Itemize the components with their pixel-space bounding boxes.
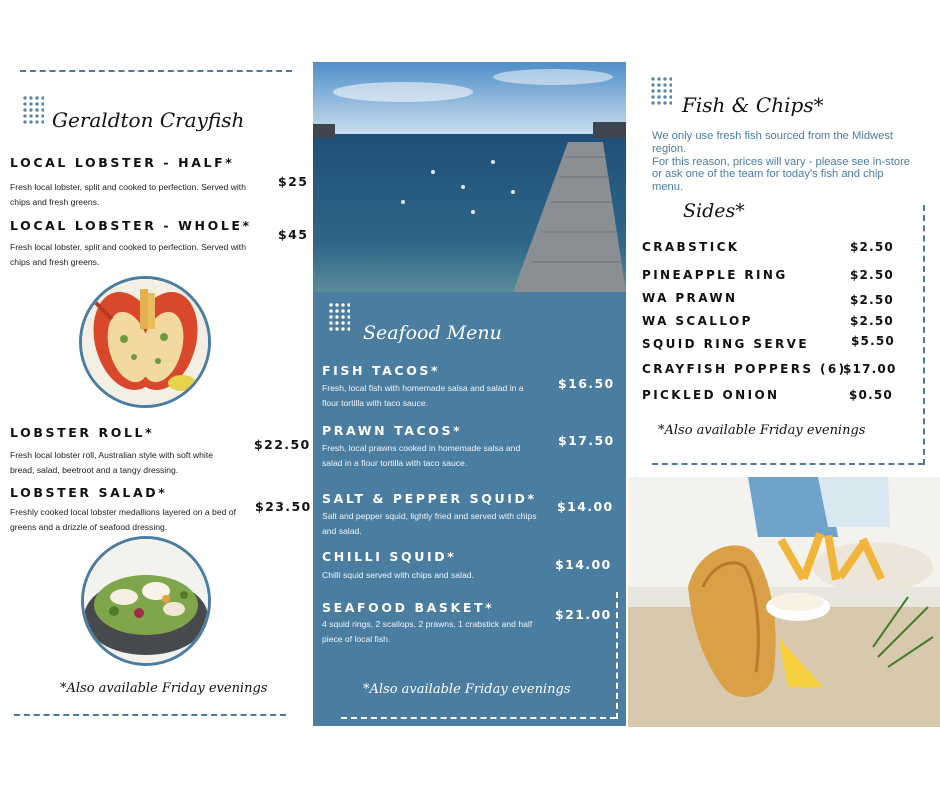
lobster-salad-photo — [81, 536, 211, 666]
menu-item-price: $16.50 — [558, 376, 615, 391]
menu-item-description: Fresh local lobster, split and cooked to perfection. Served with chips and fresh greens. — [10, 182, 246, 207]
menu-item-name: LOCAL LOBSTER - HALF* — [10, 155, 235, 170]
menu-item-name: CHILLI SQUID* — [322, 549, 457, 564]
menu-item-description: Fresh local lobster roll, Australian style with soft white bread, salad, beetroot and a tangy dressing. — [10, 450, 213, 475]
dots-decoration — [328, 302, 350, 332]
seafood-menu-panel — [313, 292, 626, 726]
menu-item-name: FISH TACOS* — [322, 363, 441, 378]
jetty-sea-photo — [313, 62, 626, 292]
dots-decoration — [650, 76, 672, 106]
menu-item-name: LOCAL LOBSTER - WHOLE* — [10, 218, 252, 233]
side-item-name: WA SCALLOP — [642, 314, 753, 328]
panel-divider — [616, 592, 618, 719]
menu-item-price: $25 — [278, 174, 309, 189]
menu-item-description: Freshly cooked local lobster medallions layered on a bed of greens and a drizzle of seafood dressing. — [10, 507, 236, 532]
footnote: *Also available Friday evenings — [658, 423, 866, 438]
lobster-photo — [79, 276, 211, 408]
sides-heading: Sides* — [683, 200, 745, 222]
side-item-name: CRAYFISH POPPERS (6) — [642, 362, 847, 376]
menu-item-name: SEAFOOD BASKET* — [322, 600, 495, 615]
sides-divider — [923, 205, 925, 465]
geraldton-crayfish-heading: Geraldton Crayfish — [52, 108, 245, 132]
menu-item-description: Chilli squid served with chips and salad. — [322, 570, 474, 580]
menu-item-price: $17.50 — [558, 433, 615, 448]
menu-item-description: 4 squid rings, 2 scallops, 2 prawns, 1 crabstick and half piece of local fish. — [322, 619, 533, 644]
menu-item-name: LOBSTER SALAD* — [10, 485, 168, 500]
side-item-price: $0.50 — [849, 388, 893, 402]
fish-chips-heading: Fish & Chips* — [682, 93, 824, 117]
side-item-price: $2.50 — [850, 268, 894, 282]
fish-and-chips-photo — [628, 477, 940, 727]
menu-item-price: $22.50 — [254, 437, 311, 452]
left-bottom-divider — [14, 714, 286, 716]
menu-item-description: Fresh, local prawns cooked in homemade salsa and salad in a flour tortilla with taco sauce. — [322, 443, 521, 468]
side-item-name: SQUID RING SERVE — [642, 337, 809, 351]
side-item-name: WA PRAWN — [642, 291, 738, 305]
menu-item-price: $23.50 — [255, 499, 312, 514]
left-top-divider — [20, 70, 292, 72]
menu-item-price: $45 — [278, 227, 309, 242]
side-item-price: $5.50 — [851, 334, 895, 348]
side-item-price: $2.50 — [850, 293, 894, 307]
footnote: *Also available Friday evenings — [363, 682, 571, 697]
side-item-price: $2.50 — [850, 314, 894, 328]
menu-item-price: $14.00 — [555, 557, 612, 572]
side-item-price: $2.50 — [850, 240, 894, 254]
menu-item-description: Fresh local lobster, split and cooked to perfection. Served with chips and fresh greens. — [10, 242, 246, 267]
side-item-price: $17.00 — [843, 362, 897, 376]
sides-bottom-divider — [652, 463, 924, 465]
menu-item-name: SALT & PEPPER SQUID* — [322, 491, 537, 506]
fish-chips-intro: We only use fresh fish sourced from the Midwest region. For this reason, prices will vary - please see in-store or ask one of the team for today's fish and chip menu. — [652, 130, 911, 194]
menu-item-name: PRAWN TACOS* — [322, 423, 463, 438]
menu-item-description: Salt and pepper squid, lightly fried and served with chips and salad. — [322, 511, 537, 536]
footnote: *Also available Friday evenings — [60, 681, 268, 696]
panel-divider — [341, 717, 616, 719]
menu-item-price: $14.00 — [557, 499, 614, 514]
menu-item-price: $21.00 — [555, 607, 612, 622]
side-item-name: CRABSTICK — [642, 240, 740, 254]
side-item-name: PINEAPPLE RING — [642, 268, 788, 282]
seafood-menu-heading: Seafood Menu — [363, 322, 502, 344]
side-item-name: PICKLED ONION — [642, 388, 780, 402]
dots-decoration — [22, 95, 44, 125]
menu-item-description: Fresh, local fish with homemade salsa and salad in a flour tortilla with taco sauce. — [322, 383, 524, 408]
menu-item-name: LOBSTER ROLL* — [10, 425, 155, 440]
